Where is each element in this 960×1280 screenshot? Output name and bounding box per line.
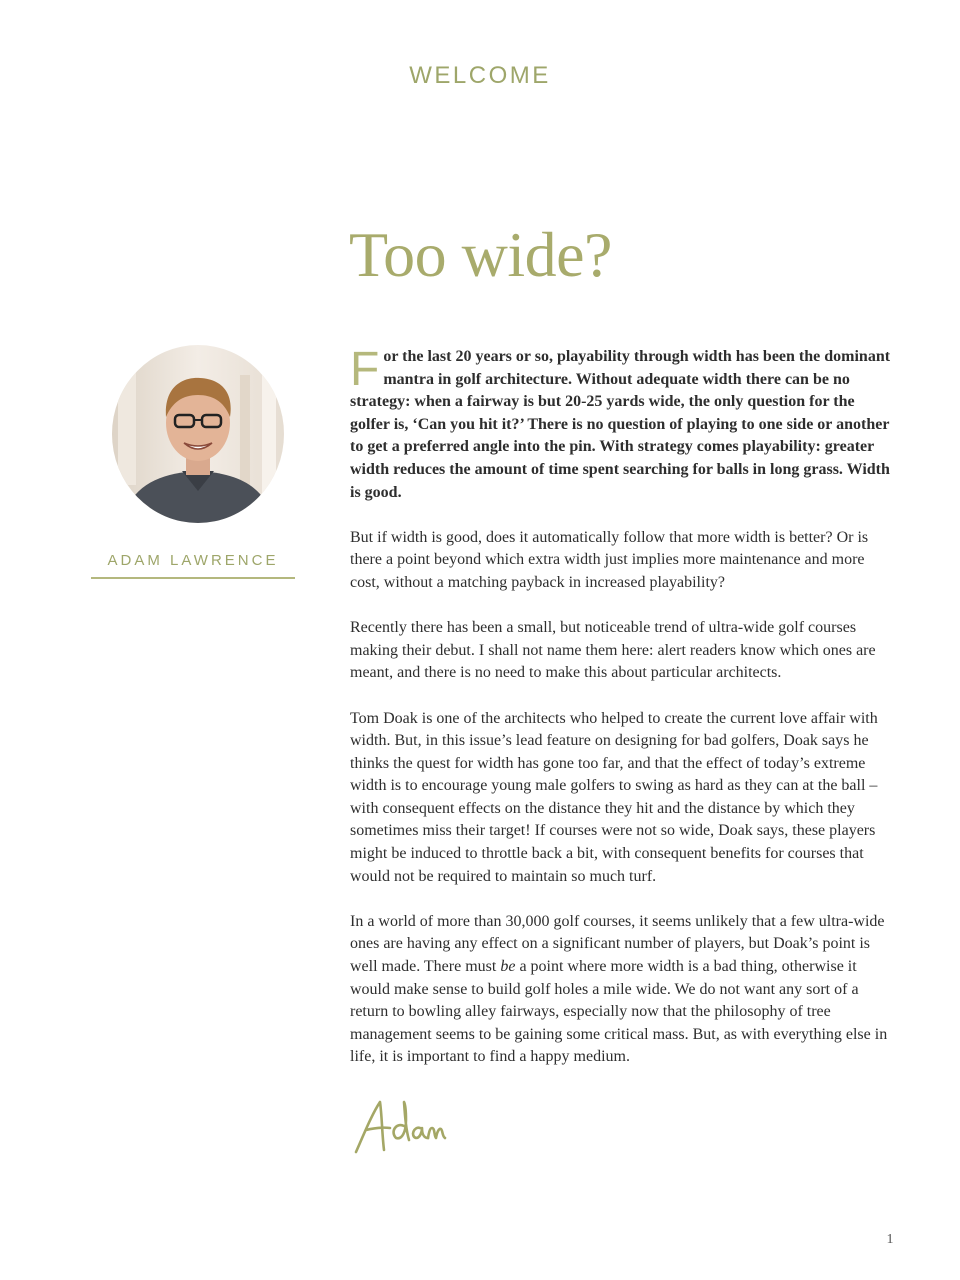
author-photo [112, 345, 284, 523]
page-number: 1 [886, 1232, 894, 1247]
article-body [350, 343, 895, 1092]
lead-text: or the last 20 years or so, playability through width has been the dominant mantra in golf architecture. Without adequate width there can be no strategy: when a fairway is but 20-25 yards wide, the only question for the golfer is, ‘Can you hit it?’ There is no question of playing to one side or another to get a preferred angle into the pin. With strategy comes playability: greater width reduces the amount of time spent searching for balls in long grass. Width is good. [350, 348, 891, 501]
body-paragraph-final: In a world of more than 30,000 golf courses, it seems unlikely that a few ultra-wide ones are having any effect on a significant number of players, but Doak’s point is well made. There must be a point where more width is a bad thing, otherwise it would make sense to build golf holes a mile wide. We do not want any sort of a return to bowling alley fairways, especially now that the philosophy of tree management seems to be gaining some critical mass. But, as with everything else in life, it is important to find a happy medium. [350, 912, 888, 1066]
author-name: ADAM LAWRENCE [107, 552, 279, 569]
lead-paragraph [350, 343, 895, 504]
body-paragraph: But if width is good, does it automatically follow that more width is better? Or is there a point beyond which extra width just implies more maintenance and more cost, without a matching payback in increased playability? [350, 528, 869, 591]
author-divider [91, 577, 295, 579]
drop-cap: F [350, 343, 380, 396]
body-paragraph: Tom Doak is one of the architects who helped to create the current love affair with width. But, in this issue’s lead feature on designing for bad golfers, Doak says he thinks the quest for width has gone too far, and that the effect of today’s extreme width is to encourage young male golfers to swing as hard as they can at the ball – with consequent effects on the distance they hit and the distance by which they sometimes miss their target! If courses were not so wide, Doak says, these players might be induced to throttle back a bit, with consequent benefits for courses that would not be required to maintain so much turf. [350, 709, 878, 885]
emphasis-text: be [500, 958, 516, 976]
section-label: WELCOME [409, 62, 551, 89]
body-paragraph: Recently there has been a small, but noticeable trend of ultra-wide golf courses making their debut. I shall not name them here: alert readers know which ones are meant, and there is no need to make this about particular architects. [350, 619, 876, 682]
author-signature [352, 1098, 448, 1158]
article-title: Too wide? [349, 219, 612, 290]
